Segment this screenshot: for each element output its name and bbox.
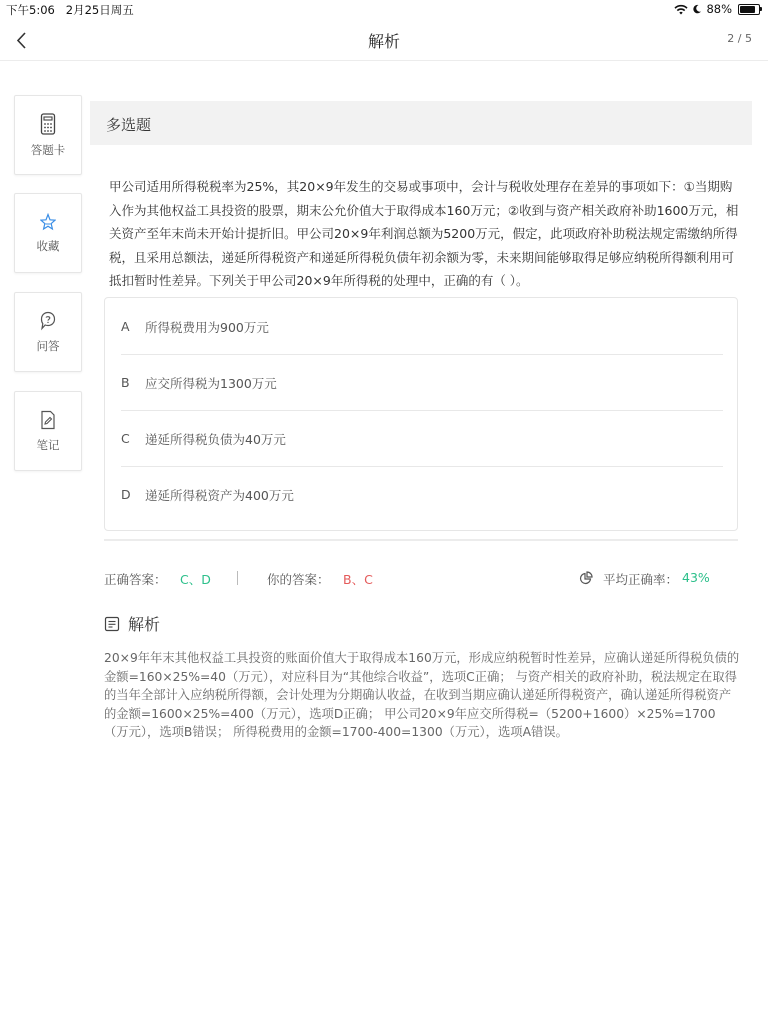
- star-icon: [40, 213, 56, 231]
- option-text: 递延所得税资产为400万元: [145, 487, 294, 503]
- question-bubble-icon: [40, 311, 56, 331]
- answer-card-button[interactable]: [14, 95, 82, 175]
- option-a[interactable]: [121, 299, 723, 355]
- option-c[interactable]: [121, 411, 723, 467]
- result-separator: [237, 571, 238, 585]
- answer-card-label: 答题卡: [30, 142, 66, 157]
- question-type: 多选题: [106, 116, 152, 134]
- correct-answer-label: 正确答案：: [104, 572, 167, 587]
- section-divider: [104, 539, 738, 541]
- option-text: 递延所得税负债为40万元: [145, 431, 286, 447]
- correct-answer-value: C、D: [180, 572, 211, 587]
- analysis-title: 解析: [128, 615, 161, 634]
- status-date: 2月25日周五: [65, 3, 134, 17]
- battery-percent: 88%: [706, 2, 732, 16]
- average-rate-label: 平均正确率：: [603, 572, 679, 587]
- page-indicator: 2 / 5: [727, 32, 752, 45]
- option-b[interactable]: [121, 355, 723, 411]
- moon-icon: [692, 4, 702, 14]
- option-letter: A: [121, 319, 130, 334]
- favorite-label: 收藏: [36, 238, 60, 253]
- pie-chart-icon: [579, 571, 593, 585]
- status-bar: [0, 0, 768, 18]
- options-box: [104, 297, 738, 531]
- qa-button[interactable]: [14, 292, 82, 372]
- qa-label: 问答: [36, 338, 60, 353]
- option-text: 应交所得税为1300万元: [145, 375, 277, 391]
- document-icon: [104, 616, 120, 632]
- option-letter: D: [121, 487, 131, 502]
- option-text: 所得税费用为900万元: [145, 319, 269, 335]
- answer-result-row: [104, 570, 738, 590]
- status-time: 下午5:06: [6, 3, 55, 17]
- page-title: 解析: [367, 32, 400, 51]
- battery-icon: [738, 4, 760, 15]
- your-answer-label: 你的答案：: [267, 572, 330, 587]
- option-letter: B: [121, 375, 130, 390]
- answer-card-icon: [40, 113, 56, 135]
- notes-button[interactable]: [14, 391, 82, 471]
- average-rate-value: 43%: [682, 570, 710, 585]
- analysis-text: 20×9年年末其他权益工具投资的账面价值大于取得成本160万元，形成应纳税暂时性差异，应确认递延所得税负债的金额=160×25%=40（万元），对应科目为“其他综合收益”，选项C正确； 与资产相关的政府补助，税法规定在取得的当年全部计入应纳税所得额，会计处理为分期确认收益，在收到当期应确认递延所得税资产，确认递延所得税资产的金额=1600×25%=400（万元），选项D正确； 甲公司20×9年应交所得税=（5200+1600）×25%=1700（万元），选项B错误； 所得税费用的金额=1700-400=1300（万元），选项A错误。: [104, 651, 740, 739]
- analysis-heading: [104, 612, 160, 635]
- question-type-header: [90, 101, 752, 145]
- option-letter: C: [121, 431, 130, 446]
- question-stem: 甲公司适用所得税税率为25%，其20×9年发生的交易或事项中，会计与税收处理存在差异的事项如下：①当期购入作为其他权益工具投资的股票，期末公允价值大于取得成本160万元；②收到与资产相关政府补助1600万元，相关资产至年末尚未开始计提折旧。甲公司20×9年利润总额为5200万元，假定，此项政府补助税法规定需缴纳所得税，且采用总额法，递延所得税资产和递延所得税负债年初余额为零，未来期间能够取得足够应纳税所得额利用可抵扣暂时性差异。下列关于甲公司20×9年所得税的处理中，正确的有（ ）。: [109, 179, 739, 288]
- note-edit-icon: [40, 410, 56, 430]
- option-d[interactable]: [121, 467, 723, 522]
- notes-label: 笔记: [36, 437, 60, 452]
- your-answer-value: B、C: [343, 572, 373, 587]
- nav-bar: [0, 18, 768, 61]
- favorite-button[interactable]: [14, 193, 82, 273]
- wifi-icon: [674, 4, 688, 15]
